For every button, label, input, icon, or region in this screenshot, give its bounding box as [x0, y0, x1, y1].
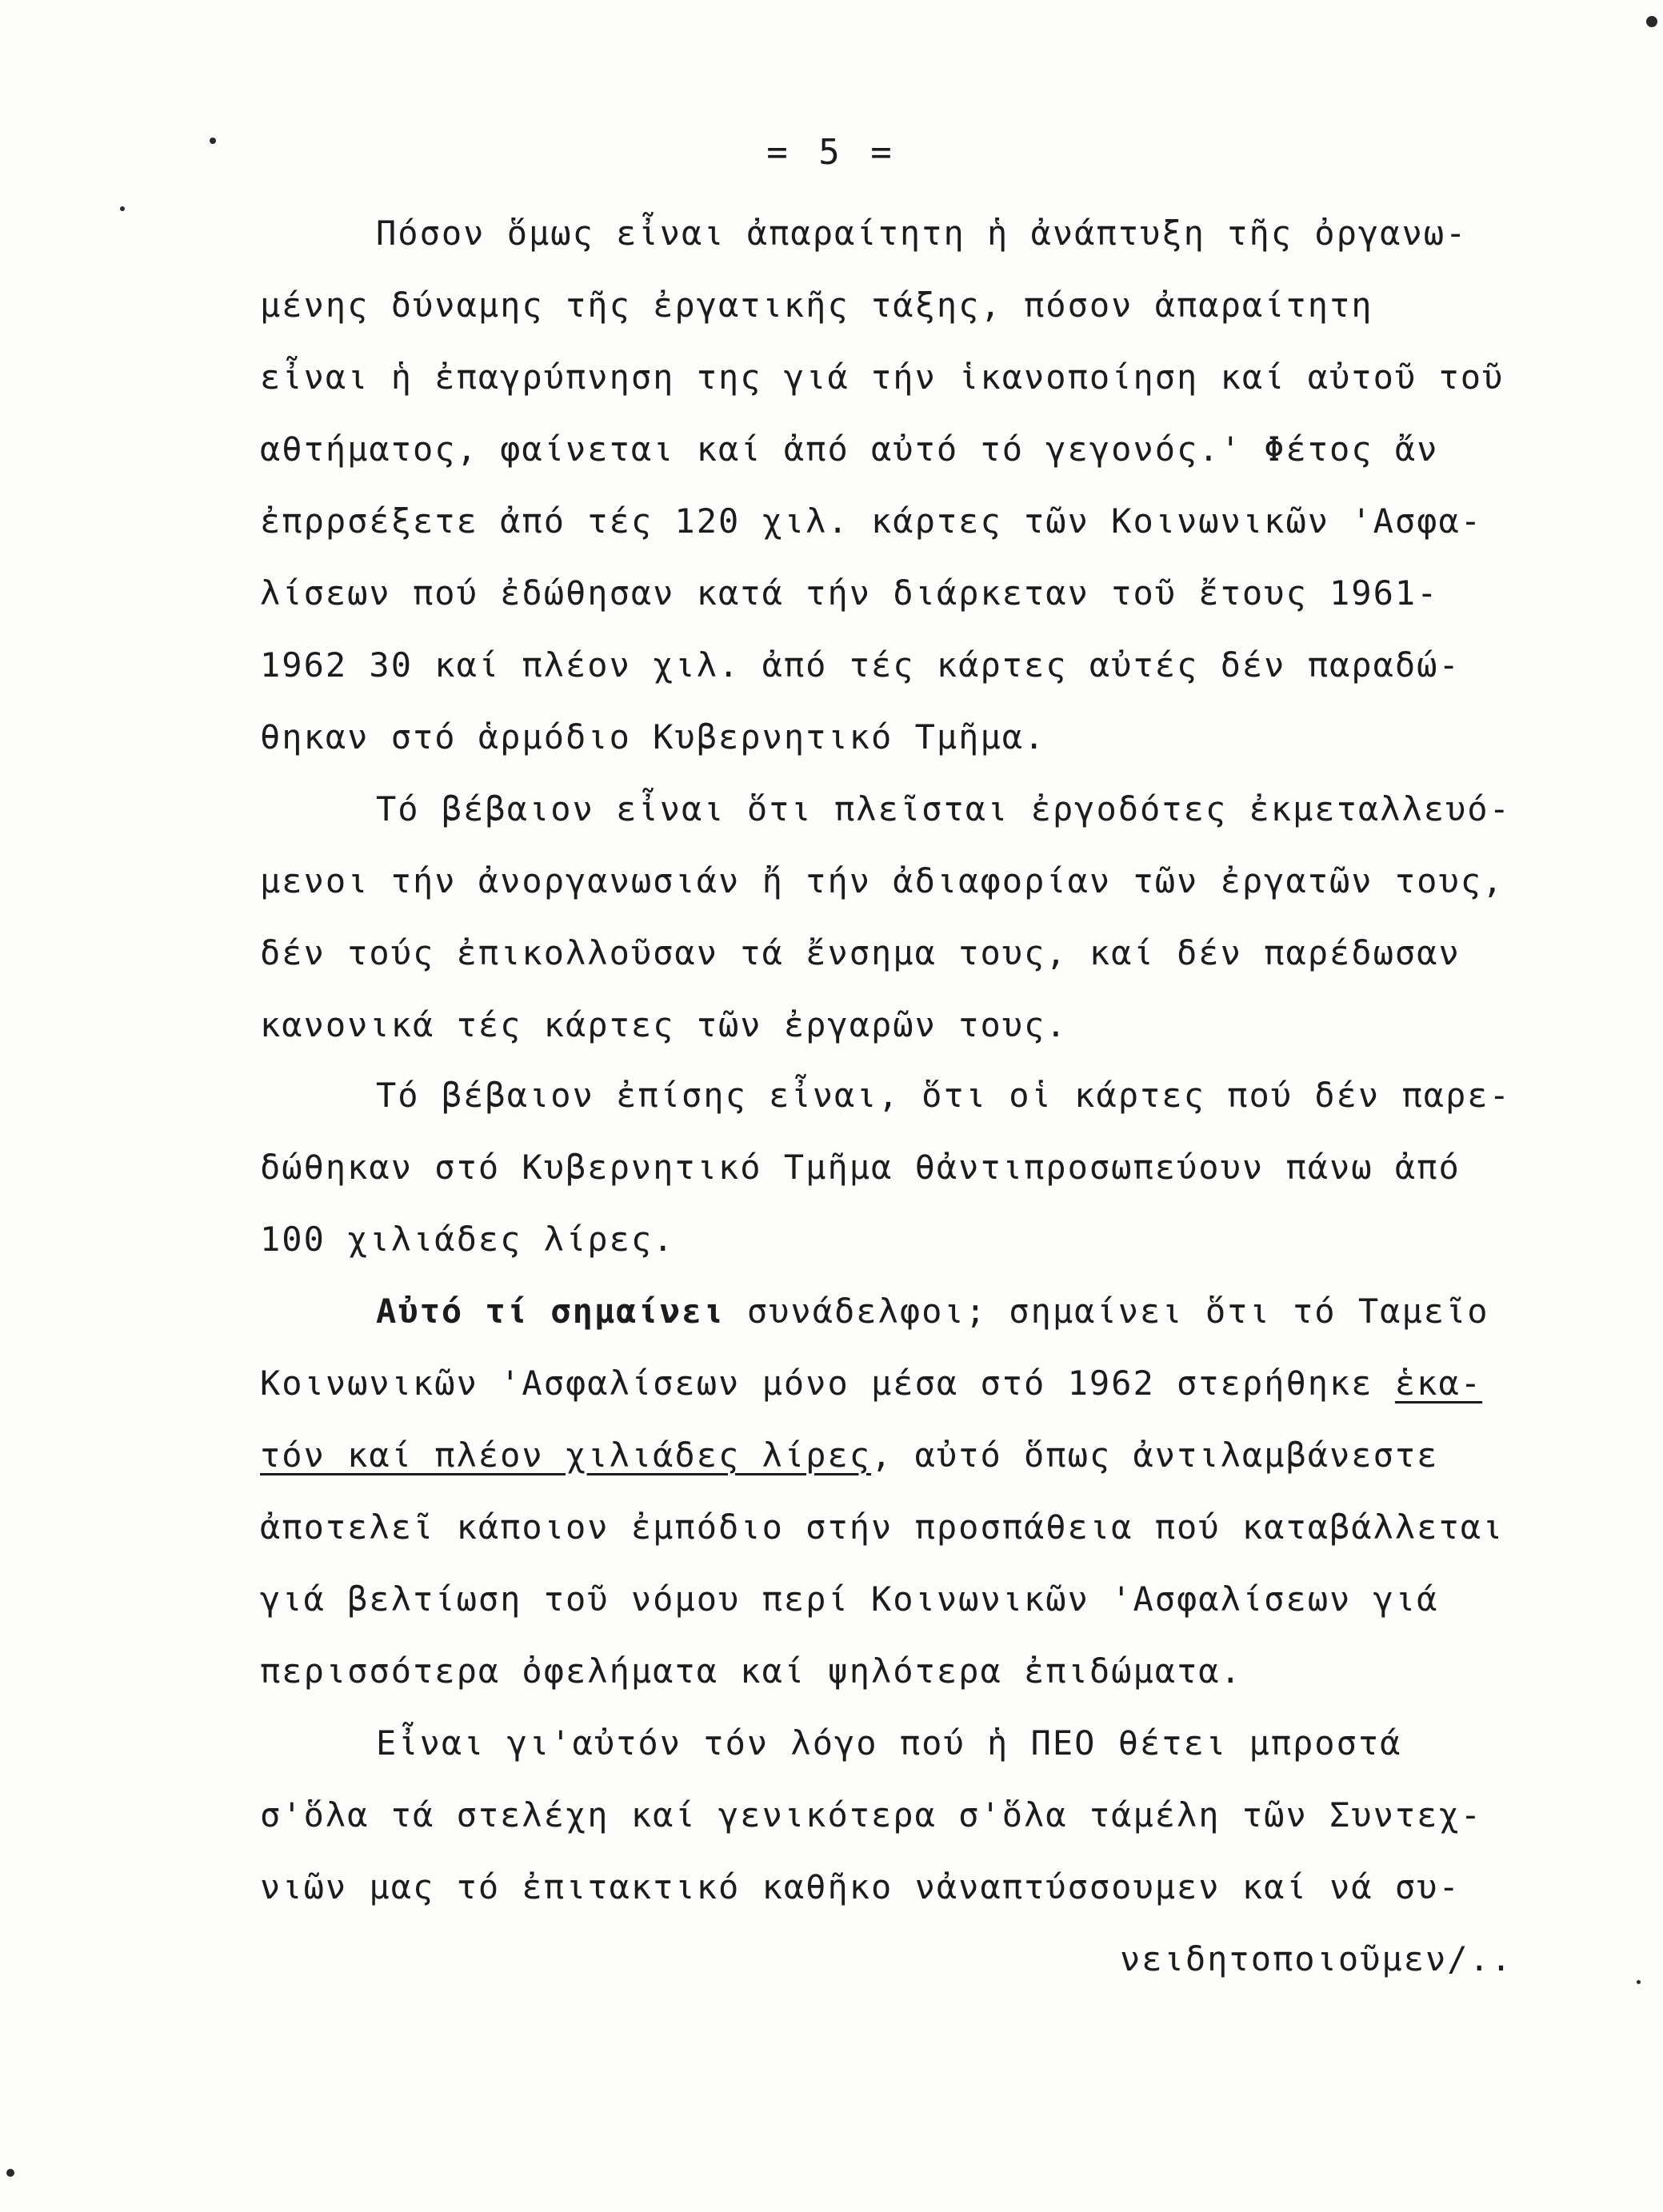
text-span: συνάδελφοι; σημαίνει ὅτι τό Ταμεῖο — [725, 1292, 1489, 1331]
text-line: αθτήματος, φαίνεται καί ἀπό αὐτό τό γεγονός.' Φέτος ἄν — [260, 429, 1439, 469]
text-line: νειδητοποιοῦμεν/.. — [1120, 1939, 1513, 1978]
text-line: λίσεων πού ἐδώθησαν κατά τήν διάρκεταν τοῦ ἔτους 1961- — [260, 573, 1439, 613]
scan-speck — [6, 2169, 14, 2177]
text-line — [260, 1431, 1438, 1479]
text-line: γιά βελτίωση τοῦ νόμου περί Κοινωνικῶν 'Ασφαλίσεων γιά — [260, 1579, 1439, 1619]
text-line: Πόσον ὅμως εἶναι ἀπαραίτητη ἡ ἀνάπτυξη τῆς ὀργανω- — [376, 214, 1468, 253]
bold-lead-text: Αὐτό τί σημαίνει — [376, 1292, 726, 1331]
underlined-text: τόν καί πλέον χιλιάδες λίρες — [260, 1435, 872, 1475]
scan-speck — [120, 206, 125, 211]
scan-speck — [1637, 1980, 1641, 1984]
text-line: ἀποτελεῖ κάποιον ἐμπόδιο στήν προσπάθεια πού καταβάλλεται — [260, 1507, 1505, 1547]
text-line — [260, 1360, 1482, 1407]
text-line: Τό βέβαιον ἐπίσης εἶναι, ὅτι οἱ κάρτες πού δέν παρε- — [376, 1076, 1511, 1115]
text-line: μενοι τήν ἀνοργανωσιάν ἤ τήν ἀδιαφορίαν τῶν ἐργατῶν τους, — [260, 861, 1505, 900]
underlined-text: ἑκα- — [1394, 1364, 1483, 1403]
text-line: δέν τούς ἐπικολλοῦσαν τά ἔνσημα τους, καί δέν παρέδωσαν — [260, 933, 1461, 972]
text-line: 1962 30 καί πλέον χιλ. ἀπό τές κάρτες αὐτές δέν παραδώ- — [260, 645, 1461, 685]
text-line: δώθηκαν στό Κυβερνητικό Τμῆμα θἀντιπροσωπεύουν πάνω ἀπό — [260, 1148, 1461, 1187]
text-line: θηκαν στό ἁρμόδιο Κυβερνητικό Τμῆμα. — [260, 717, 1046, 757]
text-line: κανονικά τές κάρτες τῶν ἐργαρῶν τους. — [260, 1005, 1068, 1044]
text-line: εἶναι ἡ ἐπαγρύπνηση της γιά τήν ἱκανοποίηση καί αὐτοῦ τοῦ — [260, 357, 1505, 397]
text-line: Τό βέβαιον εἶναι ὅτι πλεῖσται ἐργοδότες ἐκμεταλλευό- — [376, 789, 1511, 829]
page-number: = 5 = — [766, 132, 897, 173]
text-line: νιῶν μας τό ἐπιτακτικό καθῆκο νἀναπτύσσουμεν καί νά συ- — [260, 1867, 1461, 1907]
text-line: Εἶναι γι'αὐτόν τόν λόγο πού ἡ ΠΕΟ θέτει μπροστά — [376, 1723, 1402, 1763]
text-line: σ'ὅλα τά στελέχη καί γενικότερα σ'ὅλα τάμέλη τῶν Συντεχ- — [260, 1795, 1483, 1835]
text-line: περισσότερα ὀφελήματα καί ψηλότερα ἐπιδώματα. — [260, 1651, 1242, 1691]
text-line: 100 χιλιάδες λίρες. — [260, 1220, 675, 1259]
text-line — [376, 1288, 1489, 1336]
scan-speck — [1646, 16, 1657, 27]
text-line: ἐπρρσέξετε ἀπό τές 120 χιλ. κάρτες τῶν Κοινωνικῶν 'Ασφα- — [260, 501, 1483, 541]
text-span: , αὐτό ὅπως ἀντιλαμβάνεστε — [871, 1435, 1439, 1475]
text-span: Κοινωνικῶν 'Ασφαλίσεων μόνο μέσα στό 1962 στερήθηκε — [260, 1364, 1395, 1403]
text-line: μένης δύναμης τῆς ἐργατικῆς τάξης, πόσον ἀπαραίτητη — [260, 285, 1373, 325]
